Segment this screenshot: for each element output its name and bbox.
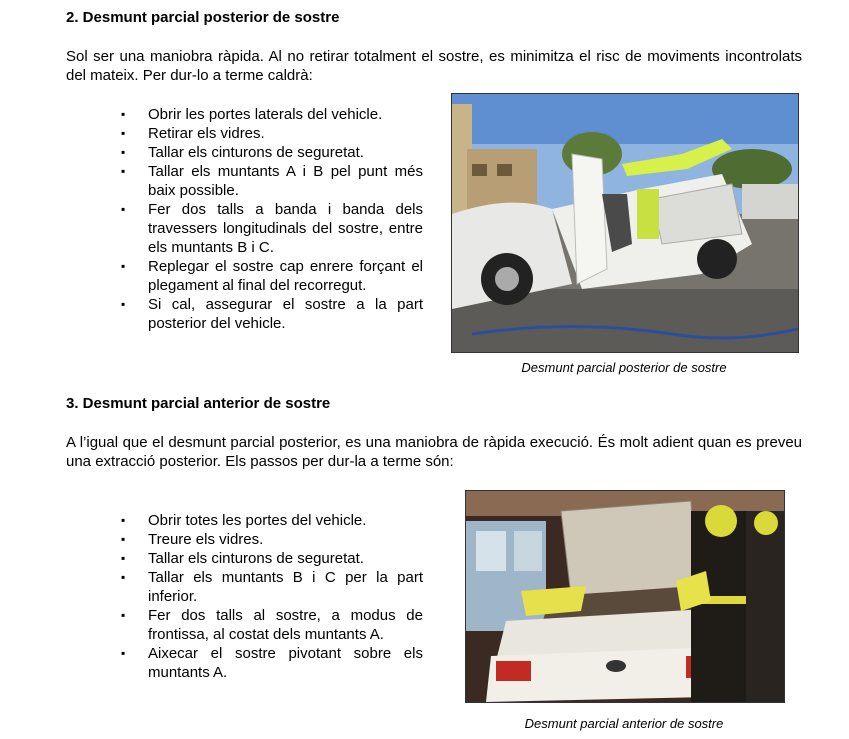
list-item <box>121 511 423 530</box>
section-3-heading: 3. Desmunt parcial anterior de sostre <box>66 395 331 412</box>
list-item <box>121 124 423 143</box>
list-item <box>121 568 423 606</box>
step-text: Fer dos talls a banda i banda dels travessers longitudinals del sostre, entre els muntants B i C. <box>148 201 423 256</box>
bullet-icon: ▪ <box>121 532 126 546</box>
list-item <box>121 606 423 644</box>
photo-caption-anterior: Desmunt parcial anterior de sostre <box>524 716 724 731</box>
list-item <box>121 200 423 257</box>
list-item <box>121 105 423 124</box>
bullet-icon: ▪ <box>121 259 126 273</box>
step-text: Si cal, assegurar el sostre a la part posterior del vehicle. <box>148 296 423 332</box>
step-text: Tallar els cinturons de seguretat. <box>148 550 364 567</box>
section-3-steps-list <box>121 511 423 682</box>
bullet-icon: ▪ <box>121 145 126 159</box>
step-text: Replegar el sostre cap enrere forçant el plegament al final del recorregut. <box>148 258 423 294</box>
bullet-icon: ▪ <box>121 513 126 527</box>
step-text: Obrir les portes laterals del vehicle. <box>148 106 383 123</box>
list-item <box>121 530 423 549</box>
list-item <box>121 162 423 200</box>
bullet-icon: ▪ <box>121 202 126 216</box>
step-text: Tallar els cinturons de seguretat. <box>148 144 364 161</box>
photo-caption-posterior: Desmunt parcial posterior de sostre <box>521 360 727 375</box>
step-text: Tallar els muntants A i B pel punt més baix possible. <box>148 163 423 199</box>
step-text: Treure els vidres. <box>148 531 264 548</box>
section-2-steps-list <box>121 105 423 333</box>
step-text: Retirar els vidres. <box>148 125 265 142</box>
section-3-intro: A l’igual que el desmunt parcial posterior, es una maniobra de ràpida execució. És molt adient quan es preveu una extracció posterior. Els passos per dur-la a terme són: <box>66 434 802 470</box>
bullet-icon: ▪ <box>121 107 126 121</box>
list-item <box>121 295 423 333</box>
list-item <box>121 143 423 162</box>
list-item <box>121 257 423 295</box>
rescue-photo-posterior-roof <box>451 93 799 353</box>
bullet-icon: ▪ <box>121 164 126 178</box>
bullet-icon: ▪ <box>121 608 126 622</box>
bullet-icon: ▪ <box>121 646 126 660</box>
bullet-icon: ▪ <box>121 570 126 584</box>
section-2-heading: 2. Desmunt parcial posterior de sostre <box>66 9 340 26</box>
step-text: Aixecar el sostre pivotant sobre els muntants A. <box>148 645 423 681</box>
section-2-intro: Sol ser una maniobra ràpida. Al no retirar totalment el sostre, es minimitza el risc de moviments incontrolats del mateix. Per dur-lo a terme caldrà: <box>66 48 802 84</box>
step-text: Obrir totes les portes del vehicle. <box>148 512 367 529</box>
list-item <box>121 644 423 682</box>
rescue-photo-anterior-roof <box>465 490 785 703</box>
bullet-icon: ▪ <box>121 126 126 140</box>
bullet-icon: ▪ <box>121 551 126 565</box>
list-item <box>121 549 423 568</box>
step-text: Fer dos talls al sostre, a modus de frontissa, al costat dels muntants A. <box>148 607 423 643</box>
step-text: Tallar els muntants B i C per la part inferior. <box>148 569 423 605</box>
bullet-icon: ▪ <box>121 297 126 311</box>
